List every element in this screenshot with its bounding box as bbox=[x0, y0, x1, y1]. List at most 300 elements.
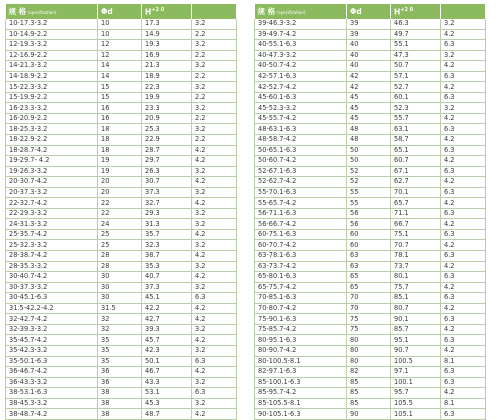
spec-cell: 36-43.3-3.2 bbox=[6, 377, 98, 388]
phi-d-cell: 63 bbox=[347, 261, 391, 272]
table-row bbox=[6, 187, 237, 198]
h-tolerance-cell: 6.3 bbox=[441, 124, 486, 135]
h-tolerance-cell: 6.3 bbox=[441, 335, 486, 346]
h-cell: 39.3 bbox=[142, 324, 192, 335]
h-tolerance-cell: 6.3 bbox=[441, 367, 486, 378]
table-row bbox=[6, 208, 237, 219]
table-row bbox=[6, 251, 237, 262]
h-cell: 55.1 bbox=[391, 40, 441, 51]
phi-d-cell: 40 bbox=[347, 50, 391, 61]
phi-d-cell: 45 bbox=[347, 92, 391, 103]
phi-d-cell: 39 bbox=[347, 19, 391, 29]
h-cell: 52.7 bbox=[391, 82, 441, 93]
spec-cell: 22-32.7-4.2 bbox=[6, 198, 98, 209]
spec-cell: 16-23.3-3.2 bbox=[6, 103, 98, 114]
table-row bbox=[255, 135, 486, 146]
phi-d-cell: 90 bbox=[347, 409, 391, 420]
h-tolerance-cell: 4.2 bbox=[192, 198, 237, 209]
h-tolerance-cell: 2.2 bbox=[192, 71, 237, 82]
table-row bbox=[255, 92, 486, 103]
phi-d-cell: 56 bbox=[347, 208, 391, 219]
phi-d-cell: 70 bbox=[347, 293, 391, 304]
spec-cell: 24-31.3-3.2 bbox=[6, 219, 98, 230]
h-cell: 45.1 bbox=[142, 293, 192, 304]
h-cell: 38.7 bbox=[142, 251, 192, 262]
spec-cell: 32-42.7-4.2 bbox=[6, 314, 98, 325]
spec-cell: 36-46.7-4.2 bbox=[6, 367, 98, 378]
phi-d-cell: 48 bbox=[347, 135, 391, 146]
table-row bbox=[6, 282, 237, 293]
phi-d-cell: 25 bbox=[98, 229, 142, 240]
spec-cell: 63-73.7-4.2 bbox=[255, 261, 347, 272]
h-tolerance-cell: 6.3 bbox=[441, 208, 486, 219]
h-cell: 35.3 bbox=[142, 261, 192, 272]
h-cell: 60.7 bbox=[391, 156, 441, 167]
spec-cell: 18-25.3-3.2 bbox=[6, 124, 98, 135]
table-row bbox=[255, 261, 486, 272]
h-cell: 52.3 bbox=[391, 103, 441, 114]
table-row bbox=[6, 324, 237, 335]
spec-cell: 50-65.1-6.3 bbox=[255, 145, 347, 156]
phi-d-cell: 48 bbox=[347, 124, 391, 135]
table-row bbox=[6, 335, 237, 346]
h-cell: 75.7 bbox=[391, 282, 441, 293]
spec-cell: 28-38.7-4.2 bbox=[6, 251, 98, 262]
h-column-header: $H^{+2 0}$ bbox=[142, 4, 192, 19]
phi-d-cell: 36 bbox=[98, 367, 142, 378]
h-cell: 80.1 bbox=[391, 272, 441, 283]
h-cell: 16.9 bbox=[142, 50, 192, 61]
spec-cell: 42-52.7-4.2 bbox=[255, 82, 347, 93]
phi-d-cell: 10 bbox=[98, 19, 142, 29]
spec-cell: 56-71.1-6.3 bbox=[255, 208, 347, 219]
spec-cell: 55-70.1-6.3 bbox=[255, 187, 347, 198]
h-cell: 19.9 bbox=[142, 92, 192, 103]
spec-cell: 85-95.7-4.2 bbox=[255, 388, 347, 399]
phi-d-cell: 75 bbox=[347, 324, 391, 335]
spec-column-header: 规 格 (specification) bbox=[255, 4, 347, 19]
spec-cell: 75-90.1-6.3 bbox=[255, 314, 347, 325]
spec-cell: 30-40.7-4.2 bbox=[6, 272, 98, 283]
spec-cell: 56-66.7-4.2 bbox=[255, 219, 347, 230]
spec-cell: 14-21.3-3.2 bbox=[6, 61, 98, 72]
table-row bbox=[6, 229, 237, 240]
spec-cell: 45-52.3-3.2 bbox=[255, 103, 347, 114]
spec-cell: 45-55.7-4.2 bbox=[255, 113, 347, 124]
h-tolerance-cell: 4.2 bbox=[192, 314, 237, 325]
spec-cell: 30-45.1-6.3 bbox=[6, 293, 98, 304]
spec-cell: 48-63.1-6.3 bbox=[255, 124, 347, 135]
phi-d-cell: 32 bbox=[98, 324, 142, 335]
table-row bbox=[255, 61, 486, 72]
h-tolerance-cell: 4.2 bbox=[441, 240, 486, 251]
h-cell: 85.7 bbox=[391, 324, 441, 335]
spec-cell: 75-85.7-4.2 bbox=[255, 324, 347, 335]
h-tolerance-cell: 3.2 bbox=[192, 61, 237, 72]
phi-d-cell: 30 bbox=[98, 272, 142, 283]
h-tolerance-cell: 3.2 bbox=[192, 103, 237, 114]
spec-cell: 40-50.7-4.2 bbox=[255, 61, 347, 72]
phi-d-cell: 15 bbox=[98, 92, 142, 103]
phi-d-cell: 85 bbox=[347, 398, 391, 409]
phi-d-cell: 30 bbox=[98, 282, 142, 293]
table-row bbox=[255, 145, 486, 156]
h-tolerance-cell: 3.2 bbox=[192, 345, 237, 356]
spec-cell: 65-75.7-4.2 bbox=[255, 282, 347, 293]
table-row bbox=[255, 335, 486, 346]
phi-d-cell: 70 bbox=[347, 303, 391, 314]
phi-d-cell: 50 bbox=[347, 156, 391, 167]
h-tolerance-cell: 4.2 bbox=[192, 272, 237, 283]
table-header-row bbox=[6, 4, 237, 19]
spec-cell: 40-55.1-6.3 bbox=[255, 40, 347, 51]
h-tolerance-cell: 3.2 bbox=[192, 261, 237, 272]
h-cell: 32.7 bbox=[142, 198, 192, 209]
h-cell: 70.1 bbox=[391, 187, 441, 198]
spec-cell: 28-35.3-3.2 bbox=[6, 261, 98, 272]
spec-cell: 38-48.7-4.2 bbox=[6, 409, 98, 420]
h-column-header: $H^{+2 0}$ bbox=[391, 4, 441, 19]
phi-d-cell: 38 bbox=[98, 388, 142, 399]
phi-d-cell: 19 bbox=[98, 166, 142, 177]
table-row bbox=[255, 208, 486, 219]
h-tolerance-cell: 4.2 bbox=[441, 345, 486, 356]
phi-d-cell: 20 bbox=[98, 187, 142, 198]
h-cell: 47.3 bbox=[391, 50, 441, 61]
spec-cell: 80-100.5-8.1 bbox=[255, 356, 347, 367]
table-row bbox=[6, 82, 237, 93]
h-tolerance-cell: 4.2 bbox=[192, 303, 237, 314]
phi-d-column-header: Φd bbox=[98, 4, 142, 19]
h-cell: 21.3 bbox=[142, 61, 192, 72]
h-cell: 29.3 bbox=[142, 208, 192, 219]
spec-cell: 15-19.9-2.2 bbox=[6, 92, 98, 103]
h-cell: 19.3 bbox=[142, 40, 192, 51]
phi-d-cell: 35 bbox=[98, 335, 142, 346]
phi-d-cell: 60 bbox=[347, 240, 391, 251]
table-row bbox=[255, 409, 486, 420]
phi-d-cell: 40 bbox=[347, 40, 391, 51]
spec-cell: 55-65.7-4.2 bbox=[255, 198, 347, 209]
h-tolerance-cell: 3.2 bbox=[192, 40, 237, 51]
h-cell: 100.1 bbox=[391, 377, 441, 388]
h-tolerance-cell: 3.2 bbox=[192, 124, 237, 135]
table-row bbox=[6, 314, 237, 325]
spec-cell: 22-29.3-3.2 bbox=[6, 208, 98, 219]
spec-column-header: 规 格 (specification) bbox=[6, 4, 98, 19]
h-cell: 57.1 bbox=[391, 71, 441, 82]
h-tolerance-cell: 3.2 bbox=[192, 398, 237, 409]
spec-table-right bbox=[254, 4, 486, 420]
table-row bbox=[6, 409, 237, 420]
h-cell: 28.7 bbox=[142, 145, 192, 156]
table-row bbox=[255, 314, 486, 325]
table-row bbox=[255, 367, 486, 378]
spec-cell: 35-50.1-6.3 bbox=[6, 356, 98, 367]
table-row bbox=[6, 388, 237, 399]
h-tolerance-cell: 6.3 bbox=[441, 40, 486, 51]
h-tolerance-cell: 6.3 bbox=[441, 145, 486, 156]
h-cell: 26.3 bbox=[142, 166, 192, 177]
h-tolerance-cell: 6.3 bbox=[441, 409, 486, 420]
phi-d-cell: 40 bbox=[347, 61, 391, 72]
phi-d-cell: 15 bbox=[98, 82, 142, 93]
spec-cell: 40-47.3-3.2 bbox=[255, 50, 347, 61]
table-row bbox=[6, 219, 237, 230]
table-row bbox=[6, 71, 237, 82]
phi-d-cell: 22 bbox=[98, 198, 142, 209]
phi-d-cell: 10 bbox=[98, 29, 142, 40]
phi-d-cell: 12 bbox=[98, 40, 142, 51]
h-cell: 25.3 bbox=[142, 124, 192, 135]
h-cell: 65.1 bbox=[391, 145, 441, 156]
phi-d-cell: 85 bbox=[347, 377, 391, 388]
h-tolerance-cell: 6.3 bbox=[441, 272, 486, 283]
h-tolerance-cell: 6.3 bbox=[441, 229, 486, 240]
h-tolerance-cell: 6.3 bbox=[192, 388, 237, 399]
table-row bbox=[255, 166, 486, 177]
h-cell: 100.5 bbox=[391, 356, 441, 367]
h-tolerance-cell: 3.2 bbox=[441, 19, 486, 29]
phi-d-cell: 52 bbox=[347, 166, 391, 177]
h-cell: 46.7 bbox=[142, 367, 192, 378]
spec-cell: 80-95.1-6.3 bbox=[255, 335, 347, 346]
phi-d-cell: 45 bbox=[347, 113, 391, 124]
h-cell: 14.9 bbox=[142, 29, 192, 40]
h-cell: 80.7 bbox=[391, 303, 441, 314]
spec-cell: 35-45.7-4.2 bbox=[6, 335, 98, 346]
table-row bbox=[255, 272, 486, 283]
spec-cell: 52-67.1-6.3 bbox=[255, 166, 347, 177]
phi-d-cell: 25 bbox=[98, 240, 142, 251]
spec-cell: 18-22.9-2.2 bbox=[6, 135, 98, 146]
blank-column-header bbox=[192, 4, 237, 19]
h-tolerance-cell: 4.2 bbox=[441, 113, 486, 124]
table-row bbox=[6, 29, 237, 40]
table-row bbox=[255, 82, 486, 93]
table-row bbox=[255, 103, 486, 114]
table-row bbox=[255, 187, 486, 198]
table-row bbox=[6, 40, 237, 51]
spec-cell: 45-60.1-6.3 bbox=[255, 92, 347, 103]
table-row bbox=[6, 367, 237, 378]
table-row bbox=[6, 113, 237, 124]
spec-cell: 85-105.5-8.1 bbox=[255, 398, 347, 409]
table-row bbox=[6, 177, 237, 188]
phi-d-cell: 28 bbox=[98, 251, 142, 262]
phi-d-cell: 60 bbox=[347, 229, 391, 240]
phi-d-cell: 80 bbox=[347, 335, 391, 346]
h-cell: 50.1 bbox=[142, 356, 192, 367]
spec-cell: 14-18.9-2.2 bbox=[6, 71, 98, 82]
h-tolerance-cell: 4.2 bbox=[441, 198, 486, 209]
phi-d-cell: 65 bbox=[347, 282, 391, 293]
h-tolerance-cell: 4.2 bbox=[441, 388, 486, 399]
phi-d-cell: 18 bbox=[98, 145, 142, 156]
phi-d-cell: 16 bbox=[98, 103, 142, 114]
h-tolerance-cell: 3.2 bbox=[192, 377, 237, 388]
phi-d-cell: 82 bbox=[347, 367, 391, 378]
phi-d-cell: 38 bbox=[98, 409, 142, 420]
table-row bbox=[6, 198, 237, 209]
h-cell: 85.1 bbox=[391, 293, 441, 304]
spec-cell: 19-26.3-3.2 bbox=[6, 166, 98, 177]
phi-d-cell: 32 bbox=[98, 314, 142, 325]
table-row bbox=[6, 50, 237, 61]
table-row bbox=[255, 156, 486, 167]
h-cell: 29.7 bbox=[142, 156, 192, 167]
h-cell: 63.1 bbox=[391, 124, 441, 135]
spec-cell: 32-39.3-3.2 bbox=[6, 324, 98, 335]
h-tolerance-cell: 4.2 bbox=[441, 219, 486, 230]
blank-column-header bbox=[441, 4, 486, 19]
spec-cell: 20-37.3-3.2 bbox=[6, 187, 98, 198]
spec-cell: 25-32.3-3.2 bbox=[6, 240, 98, 251]
spec-cell: 65-80.1-6.3 bbox=[255, 272, 347, 283]
table-row bbox=[6, 303, 237, 314]
table-row bbox=[6, 272, 237, 283]
h-cell: 43.3 bbox=[142, 377, 192, 388]
spec-cell: 16-20.9-2.2 bbox=[6, 113, 98, 124]
phi-d-cell: 35 bbox=[98, 356, 142, 367]
h-tolerance-cell: 4.2 bbox=[192, 335, 237, 346]
table-row bbox=[6, 92, 237, 103]
h-cell: 105.1 bbox=[391, 409, 441, 420]
h-cell: 37.3 bbox=[142, 282, 192, 293]
h-cell: 20.9 bbox=[142, 113, 192, 124]
h-tolerance-cell: 2.2 bbox=[192, 50, 237, 61]
h-cell: 46.3 bbox=[391, 19, 441, 29]
h-cell: 60.1 bbox=[391, 92, 441, 103]
h-tolerance-cell: 3.2 bbox=[192, 282, 237, 293]
table-row bbox=[6, 103, 237, 114]
h-tolerance-cell: 4.2 bbox=[441, 61, 486, 72]
h-tolerance-cell: 3.2 bbox=[192, 240, 237, 251]
phi-d-cell: 42 bbox=[347, 82, 391, 93]
phi-d-cell: 12 bbox=[98, 50, 142, 61]
h-cell: 97.1 bbox=[391, 367, 441, 378]
spec-cell: 38-45.3-3.2 bbox=[6, 398, 98, 409]
h-tolerance-cell: 4.2 bbox=[441, 82, 486, 93]
spec-table-left bbox=[5, 4, 237, 420]
h-tolerance-cell: 4.2 bbox=[441, 261, 486, 272]
phi-d-cell: 22 bbox=[98, 208, 142, 219]
h-tolerance-cell: 3.2 bbox=[192, 166, 237, 177]
spec-cell: 18-28.7-4.2 bbox=[6, 145, 98, 156]
h-tolerance-cell: 8.1 bbox=[441, 398, 486, 409]
phi-d-cell: 36 bbox=[98, 377, 142, 388]
table-row bbox=[6, 345, 237, 356]
h-tolerance-cell: 3.2 bbox=[192, 187, 237, 198]
phi-d-cell: 39 bbox=[347, 29, 391, 40]
phi-d-cell: 28 bbox=[98, 261, 142, 272]
h-cell: 22.3 bbox=[142, 82, 192, 93]
table-row bbox=[255, 198, 486, 209]
h-cell: 40.7 bbox=[142, 272, 192, 283]
table-right-body bbox=[255, 19, 486, 419]
h-cell: 45.7 bbox=[142, 335, 192, 346]
h-cell: 95.7 bbox=[391, 388, 441, 399]
table-row bbox=[6, 145, 237, 156]
h-cell: 32.3 bbox=[142, 240, 192, 251]
h-tolerance-cell: 2.2 bbox=[192, 113, 237, 124]
table-row bbox=[255, 219, 486, 230]
h-tolerance-cell: 4.2 bbox=[441, 135, 486, 146]
h-tolerance-cell: 4.2 bbox=[192, 145, 237, 156]
h-tolerance-cell: 3.2 bbox=[441, 103, 486, 114]
phi-d-cell: 42 bbox=[347, 71, 391, 82]
h-tolerance-cell: 3.2 bbox=[192, 324, 237, 335]
table-row bbox=[255, 356, 486, 367]
h-tolerance-cell: 6.3 bbox=[192, 356, 237, 367]
h-cell: 35.7 bbox=[142, 229, 192, 240]
spec-cell: 12-16.9-2.2 bbox=[6, 50, 98, 61]
h-tolerance-cell: 3.2 bbox=[441, 50, 486, 61]
spec-cell: 50-60.7-4.2 bbox=[255, 156, 347, 167]
h-cell: 23.3 bbox=[142, 103, 192, 114]
h-cell: 71.1 bbox=[391, 208, 441, 219]
h-tolerance-cell: 4.2 bbox=[441, 324, 486, 335]
h-tolerance-cell: 4.2 bbox=[441, 177, 486, 188]
h-tolerance-cell: 4.2 bbox=[192, 229, 237, 240]
h-cell: 65.7 bbox=[391, 198, 441, 209]
table-header-row bbox=[255, 4, 486, 19]
spec-cell: 12-19.3-3.2 bbox=[6, 40, 98, 51]
h-tolerance-cell: 6.3 bbox=[441, 377, 486, 388]
spec-cell: 63-78.1-6.3 bbox=[255, 251, 347, 262]
h-cell: 62.7 bbox=[391, 177, 441, 188]
table-row bbox=[6, 19, 237, 29]
h-cell: 50.7 bbox=[391, 61, 441, 72]
table-row bbox=[6, 166, 237, 177]
phi-d-cell: 35 bbox=[98, 345, 142, 356]
phi-d-cell: 18 bbox=[98, 124, 142, 135]
table-row bbox=[255, 113, 486, 124]
h-cell: 73.7 bbox=[391, 261, 441, 272]
spec-cell: 52-62.7-4.2 bbox=[255, 177, 347, 188]
h-cell: 66.7 bbox=[391, 219, 441, 230]
phi-d-cell: 19 bbox=[98, 156, 142, 167]
spec-cell: 25-35.7-4.2 bbox=[6, 229, 98, 240]
table-row bbox=[6, 135, 237, 146]
h-tolerance-cell: 4.2 bbox=[441, 29, 486, 40]
spec-cell: 90-105.1-6.3 bbox=[255, 409, 347, 420]
phi-d-cell: 56 bbox=[347, 219, 391, 230]
h-tolerance-cell: 4.2 bbox=[441, 282, 486, 293]
h-tolerance-cell: 6.3 bbox=[441, 187, 486, 198]
h-tolerance-cell: 3.2 bbox=[192, 19, 237, 29]
h-tolerance-cell: 4.2 bbox=[192, 251, 237, 262]
h-cell: 49.7 bbox=[391, 29, 441, 40]
h-cell: 105.5 bbox=[391, 398, 441, 409]
h-cell: 95.1 bbox=[391, 335, 441, 346]
phi-d-cell: 45 bbox=[347, 103, 391, 114]
table-row bbox=[255, 50, 486, 61]
phi-d-cell: 30 bbox=[98, 293, 142, 304]
table-row bbox=[255, 177, 486, 188]
table-row bbox=[255, 19, 486, 29]
table-row bbox=[255, 251, 486, 262]
h-cell: 75.1 bbox=[391, 229, 441, 240]
table-row bbox=[6, 293, 237, 304]
spec-cell: 20-30.7-4.2 bbox=[6, 177, 98, 188]
h-cell: 55.7 bbox=[391, 113, 441, 124]
h-tolerance-cell: 4.2 bbox=[441, 303, 486, 314]
spec-cell: 19-29.7- 4.2 bbox=[6, 156, 98, 167]
h-cell: 18.9 bbox=[142, 71, 192, 82]
h-tolerance-cell: 6.3 bbox=[441, 251, 486, 262]
h-tolerance-cell: 6.3 bbox=[441, 166, 486, 177]
